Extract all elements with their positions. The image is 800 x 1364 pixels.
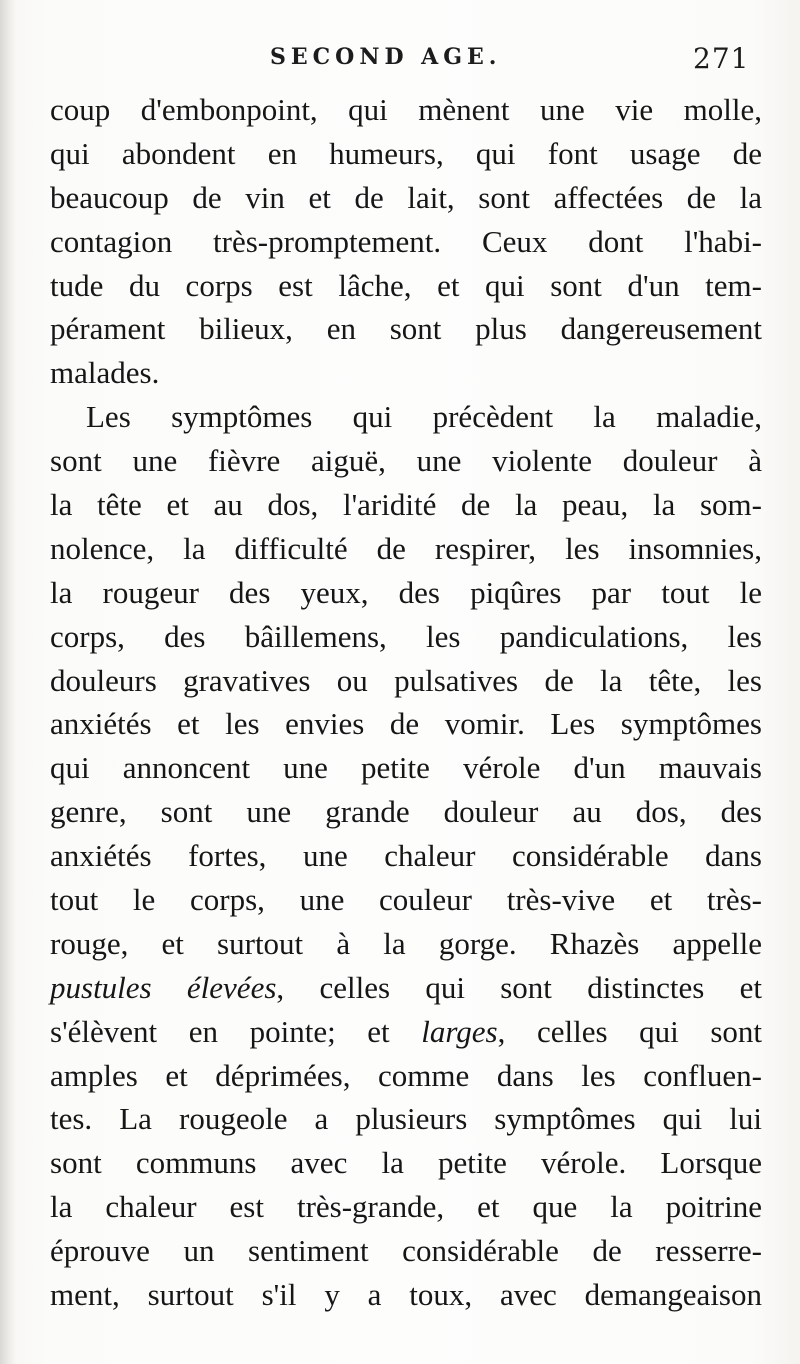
- text-line: sont communs avec la petite vérole. Lorsque: [50, 1145, 762, 1181]
- text-line: ment, surtout s'il y a toux, avec demangeaison: [50, 1277, 762, 1313]
- page-number: 271: [693, 42, 750, 75]
- text-line: qui annoncent une petite vérole d'un mauvais: [50, 750, 762, 786]
- text-line: anxiétés et les envies de vomir. Les symptômes: [50, 706, 762, 742]
- text-segment: , celles qui sont: [497, 1013, 762, 1049]
- page-gutter-shadow: [0, 0, 16, 1364]
- text-line: douleurs gravatives ou pulsatives de la tête, les: [50, 662, 762, 698]
- text-line: la rougeur des yeux, des piqûres par tout le: [50, 574, 762, 610]
- body-text: [50, 88, 762, 1317]
- text-line: tout le corps, une couleur très-vive et très-: [50, 882, 762, 918]
- text-line: corps, des bâillemens, les pandiculations, les: [50, 618, 762, 654]
- text-line: éprouve un sentiment considérable de resserre-: [50, 1233, 762, 1269]
- page-header: [0, 44, 800, 84]
- text-line: tes. La rougeole a plusieurs symptômes qui lui: [50, 1101, 762, 1137]
- text-line: Les symptômes qui précèdent la maladie,: [86, 399, 762, 435]
- text-line: rouge, et surtout à la gorge. Rhazès appelle: [50, 925, 762, 961]
- text-line: qui abondent en humeurs, qui font usage de: [50, 135, 762, 171]
- text-line: anxiétés fortes, une chaleur considérable dans: [50, 838, 762, 874]
- text-line: amples et déprimées, comme dans les confluen-: [50, 1057, 762, 1093]
- text-segment: , celles qui sont distinctes et: [276, 969, 762, 1005]
- text-line: coup d'embonpoint, qui mènent une vie molle,: [50, 92, 762, 127]
- text-line: genre, sont une grande douleur au dos, des: [50, 794, 762, 830]
- text-line: contagion très-promptement. Ceux dont l'habi-: [50, 223, 762, 259]
- text-line: pérament bilieux, en sont plus dangereusement: [50, 311, 762, 347]
- text-line: beaucoup de vin et de lait, sont affectées de la: [50, 179, 762, 215]
- italic-term: pustules élevées: [50, 969, 277, 1005]
- paragraph-1: [50, 88, 762, 395]
- text-line: la tête et au dos, l'aridité de la peau, la som-: [50, 487, 762, 523]
- text-segment: s'élèvent en pointe; et: [50, 1013, 422, 1049]
- text-line: malades.: [50, 355, 160, 391]
- italic-term: larges: [421, 1013, 498, 1049]
- text-line: tude du corps est lâche, et qui sont d'un tem-: [50, 267, 762, 303]
- text-line: sont une fièvre aiguë, une violente douleur à: [50, 443, 762, 479]
- text-line: [50, 966, 762, 1010]
- text-line: la chaleur est très-grande, et que la poitrine: [50, 1189, 762, 1225]
- running-head: SECOND AGE.: [270, 44, 502, 70]
- paragraph-2: [50, 395, 762, 1317]
- text-line: nolence, la difficulté de respirer, les insomnies,: [50, 530, 762, 566]
- text-line: [50, 1010, 762, 1054]
